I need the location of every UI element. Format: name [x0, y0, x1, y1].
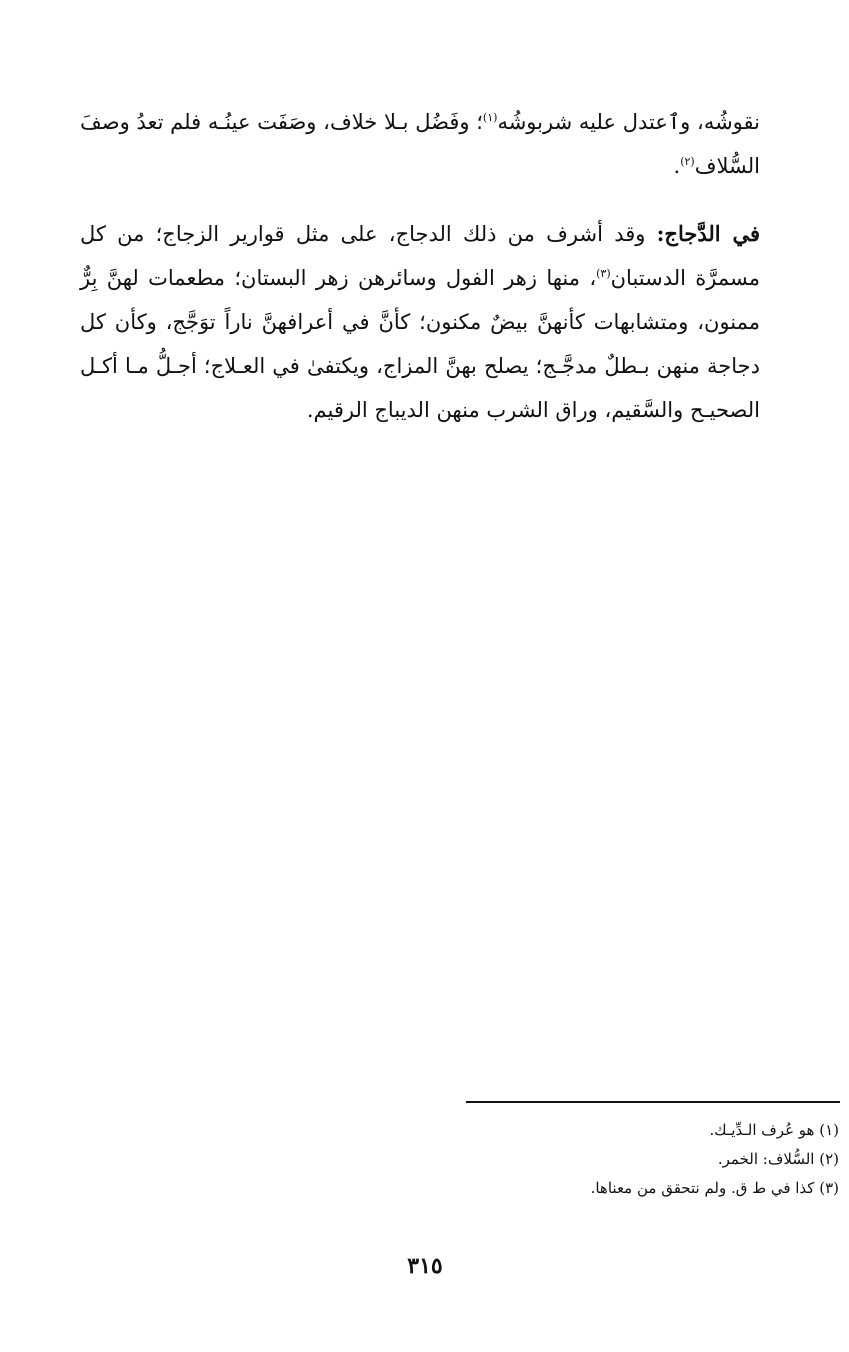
footnote-ref-1: (١)	[482, 111, 498, 124]
paragraph-1	[80, 100, 760, 188]
footnotes	[459, 1116, 839, 1203]
footnote-ref-2: (٢)	[680, 155, 695, 168]
paragraph-2-text-b: ، منها زهر الفول وسائرهن زهر البستان؛ مطعمات لهنَّ بِرٌّ ممنون، ومتشابهات كأنهنَّ بيضٌ مكنون؛ كأنَّ في أعرافهنَّ ناراً توَجَّج، وكأن كل دجاجة منهن بـطلٌ مدجَّـج؛ يصلح بهنَّ المزاج، ويكتفىٰ في العـلاج؛ أجـلُّ مـا أكـل الصحيـح والسَّقيم، وراق الشرب منهن الديباج الرقيم.	[80, 266, 760, 422]
paragraph-1-text-a: نقوشُه، وٱعتدل عليه شربوشُه	[497, 110, 760, 134]
page-number: ٣١٥	[407, 1253, 443, 1279]
paragraph-1-end: .	[673, 154, 681, 178]
paragraph-1-text-b: ؛ وفَضُل بـلا خلاف، وصَفَت عينُـه فلم تعدُ وصفَ السُّلاف	[80, 110, 760, 178]
paragraph-2	[80, 212, 760, 432]
footnote-2: (٢) السُّلاف: الخمر.	[717, 1150, 839, 1168]
footnote-3: (٣) كذا في ط ق. ولم نتحقق من معناها.	[590, 1179, 839, 1197]
footnote-1: (١) هو عُرف الـدِّيـك.	[709, 1121, 839, 1139]
main-text	[80, 100, 760, 432]
footnote-divider	[466, 1101, 840, 1103]
section-heading: في الدَّجاج:	[656, 221, 761, 246]
paragraph-2-text-a: وقد أشرف من ذلك الدجاج، على مثل قوارير الزجاج؛ من كل مسمرَّة الدستبان	[80, 222, 761, 290]
footnote-ref-3: (٣)	[596, 267, 611, 280]
